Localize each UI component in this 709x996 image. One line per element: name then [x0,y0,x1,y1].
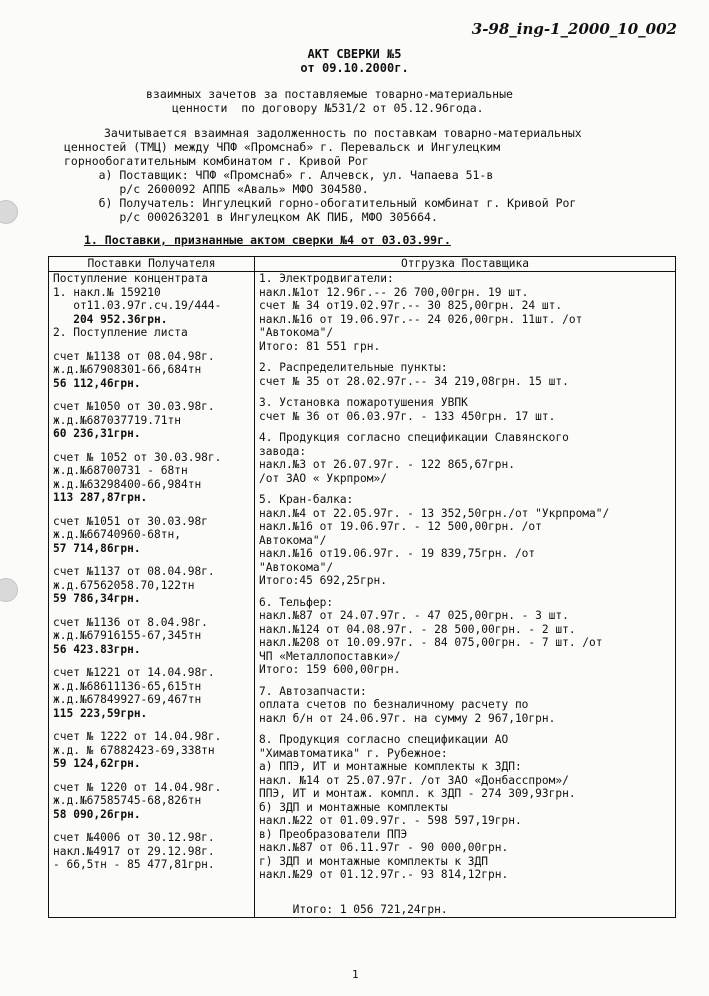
entry-spacer [259,588,671,596]
recipient-entry [53,616,250,657]
entry-line: счет № 1052 от 30.03.98г. [53,450,222,464]
entry-line: 4. Продукция согласно спецификации Славянского [259,431,569,444]
recipient-deliveries-list [53,272,250,872]
section-heading [84,233,451,247]
entry-line: накл.№1от 12.96г.-- 26 700,00грн. 19 шт. [259,285,529,299]
entry-spacer [259,677,671,685]
recipient-entry [53,831,250,872]
entry-line: счет № 36 от 06.03.97г. - 133 450грн. 17 шт. [259,409,556,423]
entry-line: счет № 35 от 28.02.97г.-- 34 219,08грн. 15 шт. [259,374,569,388]
recipient-entry [53,350,250,391]
punch-hole [0,200,18,224]
entry-line: накл б/н от 24.06.97г. на сумму 2 967,10грн. [259,711,556,725]
entry-line: 2. Распределительные пункты: [259,361,448,374]
entry-line: 1. Электродвигатели: [259,272,394,285]
supplier-account: р/с 2600092 АППБ «Аваль» МФО 304580. [64,182,369,196]
supplier-entry [259,431,671,485]
entry-line: накл.№87 от 24.07.97г. - 47 025,00грн. - 3 шт. [259,609,569,622]
recipient-entry [53,666,250,720]
entry-line: 56 112,46грн. [53,376,141,390]
entry-line: Итого: 1 056 721,24грн. [259,903,448,916]
entry-spacer [259,725,671,733]
entry-line: г) ЗДП и монтажные комплекты к ЗДП [259,854,489,868]
entry-line: накл.№29 от 01.12.97г.- 93 814,12грн. [259,868,509,881]
entry-line: "Химавтоматика" г. Рубежное: [259,746,448,760]
intro-line: горнообогатительным комбинатом г. Кривой Рог [64,154,369,168]
entry-spacer [53,505,250,515]
entry-line: 56 423.83грн. [53,642,141,656]
subject-line: ценности по договору №531/2 от 05.12.96года. [172,101,484,115]
document-title: АКТ СВЕРКИ №5 [307,47,402,61]
supplier-entry [259,733,671,882]
recipient-deliveries-cell [49,272,255,918]
entry-line: счет №4006 от 30.12.98г. [53,831,215,844]
recipient-entry [53,515,250,556]
entry-spacer [259,388,671,396]
entry-line: ж.д.№67585745-68,826тн [53,794,202,807]
entry-line: счет № 1222 от 14.04.98г. [53,730,222,743]
entry-line: счет №1137 от 08.04.98г. [53,565,215,578]
entry-spacer [53,821,250,831]
entry-spacer [259,882,671,890]
entry-line: - 66,5тн - 85 477,81грн. [53,858,215,871]
supplier-entry [259,685,671,726]
entry-line: накл.№16 от 19.06.97г. - 12 500,00грн. /от [259,520,542,533]
entry-spacer [53,441,250,451]
entry-line: ж.д.№67849927-69,467тн [53,693,202,706]
supplier-entry [259,272,671,353]
entry-line: ж.д.№68611136-65,615тн [53,679,202,693]
entry-line: в) Преобразователи ППЭ [259,827,408,841]
entry-line: накл.№4917 от 29.12.98г. [53,844,215,858]
entry-spacer [53,340,250,350]
entry-line: ж.д.№68700731 - 68тн [53,464,188,477]
entry-line: завода: [259,444,307,458]
entry-line: накл.№3 от 26.07.97г. - 122 865,67грн. [259,458,515,471]
supplier-entry [259,396,671,423]
entry-line: "Автокома"/ [259,326,334,339]
supplier-entry [259,493,671,588]
entry-line: 59 786,34грн. [53,592,141,605]
recipient-entry [53,272,250,340]
entry-line: счет №1051 от 30.03.98г [53,514,208,528]
entry-line: ж.д.№67916155-67,345тн [53,629,202,642]
entry-line: ж.д.№67908301-66,684тн [53,363,202,376]
page-number: 1 [352,968,359,981]
subject-line: взаимных зачетов за поставляемые товарно-материальные [146,87,513,101]
entry-line: 5. Кран-балка: [259,493,354,506]
supplier-entry [259,596,671,677]
entry-line: счет №1136 от 8.04.98г. [53,615,208,629]
entry-line: Поступление концентрата [53,272,208,285]
recipient-entry [53,730,250,771]
entry-line: накл.№22 от 01.09.97г. - 598 597,19грн. [259,814,522,827]
entry-line: 59 124,62грн. [53,757,141,770]
entry-line: 3. Установка пожаротушения УВПК [259,396,468,409]
supplier-shipments-list [259,272,671,917]
entry-line: Автокома"/ [259,533,327,547]
entry-spacer [259,423,671,431]
entry-line: 204 952.36грн. [53,312,168,326]
entry-line: накл.№16 от19.06.97г. - 19 839,75грн. /от [259,547,536,560]
entry-line: накл.№4 от 22.05.97г. - 13 352,50грн./от "Укрпрома"/ [259,506,610,520]
entry-line: 113 287,87грн. [53,491,148,504]
entry-line: ж.д.№687037719.71тн [53,413,181,427]
entry-line: Итого:45 692,25грн. [259,574,387,587]
entry-line: счет № 1220 от 14.04.98г. [53,780,222,794]
entry-line: Итого: 159 600,00грн. [259,663,401,676]
supplier-line: а) Поставщик: ЧПФ «Промснаб» г. Алчевск, ул. Чапаева 51-в [64,168,494,182]
supplier-entry [259,890,671,917]
intro-line: Зачитывается взаимная задолженность по поставкам товарно-материальных [104,126,582,140]
entry-line: /от ЗАО « Укрпром»/ [259,471,387,485]
entry-spacer [53,771,250,781]
entry-line: счет №1138 от 08.04.98г. [53,349,215,363]
entry-line: 1. накл.№ 159210 [53,285,161,299]
entry-line: накл.№87 от 06.11.97г - 90 000,00грн. [259,841,509,854]
column-header-supplier: Отгрузка Поставщика [255,257,676,272]
entry-line: 7. Автозапчасти: [259,684,367,698]
entry-line: 115 223,59грн. [53,706,148,720]
entry-line: накл.№208 от 10.09.97г. - 84 075,00грн. - 7 шт. /от [259,636,603,649]
entry-line: ППЭ, ИТ и монтаж. компл. к ЗДП - 274 309,93грн. [259,787,576,800]
punch-hole [0,578,18,602]
recipient-line: б) Получатель: Ингулецкий горно-обогатительный комбинат г. Кривой Рог [64,196,577,210]
entry-spacer [259,485,671,493]
supplier-shipments-cell [255,272,676,918]
recipient-entry [53,565,250,606]
entry-line: оплата счетов по безналичному расчету по [259,698,529,711]
entry-spacer [53,656,250,666]
entry-line: б) ЗДП и монтажные комплекты [259,800,448,814]
entry-line: накл.№124 от 04.08.97г. - 28 500,00грн. - 2 шт. [259,622,576,636]
entry-line: а) ППЭ, ИТ и монтажные комплекты к ЗДП: [259,760,522,773]
entry-line: 8. Продукция согласно спецификации АО [259,733,509,746]
entry-line: накл.№16 от 19.06.97г.-- 24 026,00грн. 11шт. /от [259,312,583,326]
entry-line: 60 236,31грн. [53,427,141,440]
section-heading-text: 1. Поставки, признанные актом сверки №4 от 03.03.99г. [84,233,451,247]
entry-line: ж.д.№63298400-66,984тн [53,477,202,491]
entry-spacer [53,606,250,616]
entry-line: от11.03.97г.сч.19/444- [53,299,222,312]
entry-line: 6. Тельфер: [259,595,334,609]
entry-line: Итого: 81 551 грн. [259,339,381,353]
recipient-entry [53,400,250,441]
recipient-account: р/с 000263201 в Ингулецком АК ПИБ, МФО 305664. [64,210,438,224]
column-header-recipient: Поставки Получателя [49,257,255,272]
entry-line: ж.д.№66740960-68тн, [53,528,181,541]
entry-line: 57 714,86грн. [53,541,141,555]
reconciliation-table [48,256,676,918]
supplier-entry [259,361,671,388]
entry-line: накл. №14 от 25.07.97г. /от ЗАО «Донбасспром»/ [259,773,569,787]
entry-line: счет №1050 от 30.03.98г. [53,400,215,413]
document-date: от 09.10.2000г. [300,61,409,75]
entry-line: счет №1221 от 14.04.98г. [53,666,215,679]
entry-line: ЧП «Металлопоставки»/ [259,649,401,663]
document-reference: 3-98_ing-1_2000_10_002 [471,20,677,38]
entry-spacer [259,353,671,361]
entry-line: 2. Поступление листа [53,326,188,339]
entry-line: 58 090,26грн. [53,807,141,821]
entry-line: "Автокома"/ [259,560,334,574]
recipient-entry [53,781,250,822]
entry-line: ж.д. № 67882423-69,338тн [53,743,215,757]
entry-spacer [53,390,250,400]
recipient-entry [53,451,250,505]
intro-line: ценностей (ТМЦ) между ЧПФ «Промснаб» г. Перевальск и Ингулецким [64,140,501,154]
entry-spacer [53,555,250,565]
entry-spacer [53,720,250,730]
entry-line: ж.д.67562058.70,122тн [53,578,195,592]
entry-line [259,890,671,904]
entry-line: счет № 34 от19.02.97г.-- 30 825,00грн. 24 шт. [259,299,563,312]
